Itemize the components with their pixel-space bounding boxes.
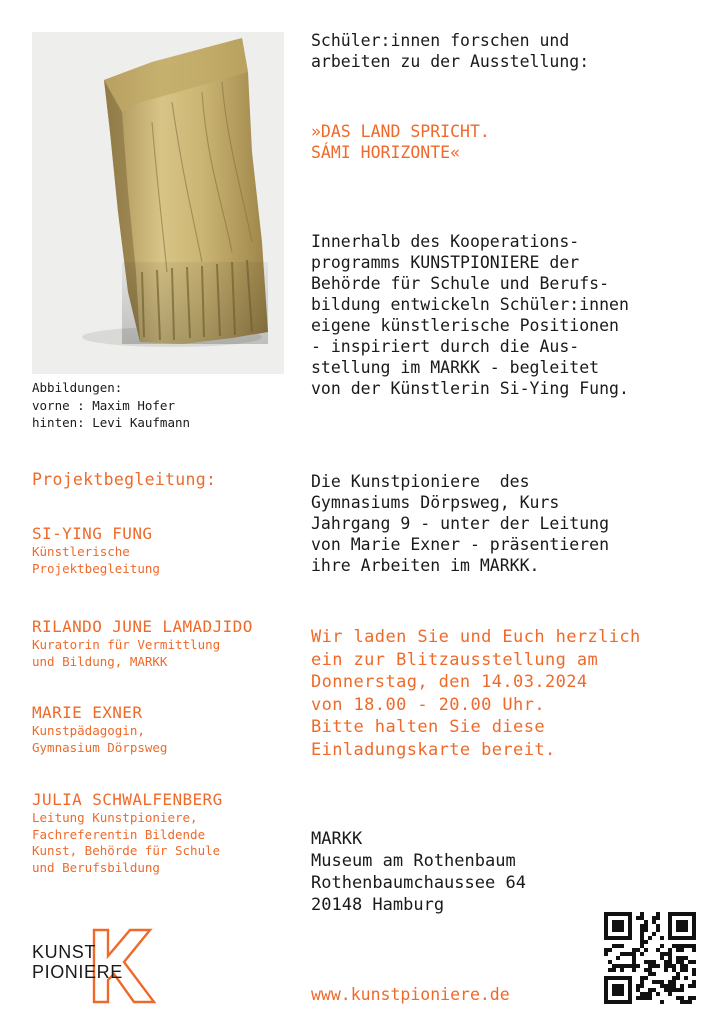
kunstpioniere-logo — [32, 926, 162, 1006]
person-marie-exner — [32, 703, 302, 756]
invitation-line: Donnerstag, den 14.03.2024 — [311, 672, 588, 692]
presentation-text — [311, 471, 711, 576]
presentation-line: von Marie Exner - präsentieren — [311, 535, 610, 554]
role-line: Gymnasium Dörpsweg — [32, 739, 168, 755]
venue-address — [311, 828, 711, 916]
title-line: SÁMI HORIZONTE« — [311, 143, 461, 162]
role-line: und Berufsbildung — [32, 859, 160, 875]
logo-line: PIONIERE — [32, 962, 123, 982]
description-line: - inspiriert durch die Aus- — [311, 337, 580, 356]
credits-heading: Abbildungen: — [32, 380, 123, 395]
role-line: Projektbegleitung — [32, 560, 160, 576]
description-line: programms KUNSTPIONIERE der — [311, 253, 580, 272]
person-name: MARIE EXNER — [32, 703, 143, 722]
person-name: JULIA SCHWALFENBERG — [32, 790, 223, 809]
image-credits — [32, 379, 282, 432]
credits-back: hinten: Levi Kaufmann — [32, 415, 191, 430]
intro-text — [311, 30, 711, 72]
person-name: RILANDO JUNE LAMADJIDO — [32, 617, 253, 636]
address-line: MARKK — [311, 829, 363, 849]
role-line: und Bildung, MARKK — [32, 653, 168, 669]
title-line: »DAS LAND SPRICHT. — [311, 122, 490, 141]
person-role — [32, 810, 302, 876]
description-line: Innerhalb des Kooperations- — [311, 232, 580, 251]
sculpture-photo — [32, 32, 284, 374]
logo-line: KUNST — [32, 942, 97, 962]
description-line: von der Künstlerin Si-Ying Fung. — [311, 379, 629, 398]
presentation-line: Jahrgang 9 - unter der Leitung — [311, 514, 610, 533]
description-line: bildung entwickeln Schüler:innen — [311, 295, 629, 314]
invitation-text — [311, 626, 711, 761]
invitation-line: Bitte halten Sie diese — [311, 717, 545, 737]
intro-line: arbeiten zu der Ausstellung: — [311, 52, 590, 71]
logo-text — [32, 942, 123, 982]
invitation-line: Wir laden Sie und Euch herzlich — [311, 627, 641, 647]
person-julia-schwalfenberg — [32, 790, 302, 876]
role-line: Kunst, Behörde für Schule — [32, 843, 221, 858]
address-line: Rothenbaumchaussee 64 — [311, 873, 526, 893]
credits-front: vorne : Maxim Hofer — [32, 397, 175, 413]
invitation-line: ein zur Blitzausstellung am — [311, 649, 599, 670]
description-line: Behörde für Schule und Berufs- — [311, 274, 610, 293]
role-line: Künstlerische — [32, 544, 130, 559]
role-line: Kunstpädagogin, — [32, 723, 145, 738]
invitation-line: Einladungskarte bereit. — [311, 739, 556, 760]
presentation-line: Die Kunstpioniere des — [311, 472, 530, 491]
description-line: eigene künstlerische Positionen — [311, 316, 619, 335]
person-role — [32, 544, 302, 577]
role-line: Leitung Kunstpioniere, — [32, 810, 198, 825]
presentation-line: Gymnasiums Dörpsweg, Kurs — [311, 493, 560, 512]
exhibition-title — [311, 121, 711, 163]
address-line: Museum am Rothenbaum — [311, 851, 516, 871]
website-link[interactable]: www.kunstpioniere.de — [311, 985, 510, 1004]
description-line: stellung im MARKK - begleitet — [311, 358, 600, 377]
person-rilando-june-lamadjido — [32, 617, 302, 670]
project-support-heading: Projektbegleitung: — [32, 470, 217, 489]
program-description — [311, 231, 711, 399]
role-line: Kuratorin für Vermittlung — [32, 637, 221, 652]
qr-code-icon[interactable] — [604, 912, 696, 1004]
person-name: SI-YING FUNG — [32, 524, 153, 543]
invitation-line: von 18.00 - 20.00 Uhr. — [311, 694, 545, 715]
person-si-ying-fung — [32, 524, 302, 577]
intro-line: Schüler:innen forschen und — [311, 31, 570, 50]
person-role — [32, 637, 302, 670]
address-line: 20148 Hamburg — [311, 895, 445, 915]
presentation-line: ihre Arbeiten im MARKK. — [311, 556, 540, 575]
role-line: Fachreferentin Bildende — [32, 826, 206, 842]
person-role — [32, 723, 302, 756]
